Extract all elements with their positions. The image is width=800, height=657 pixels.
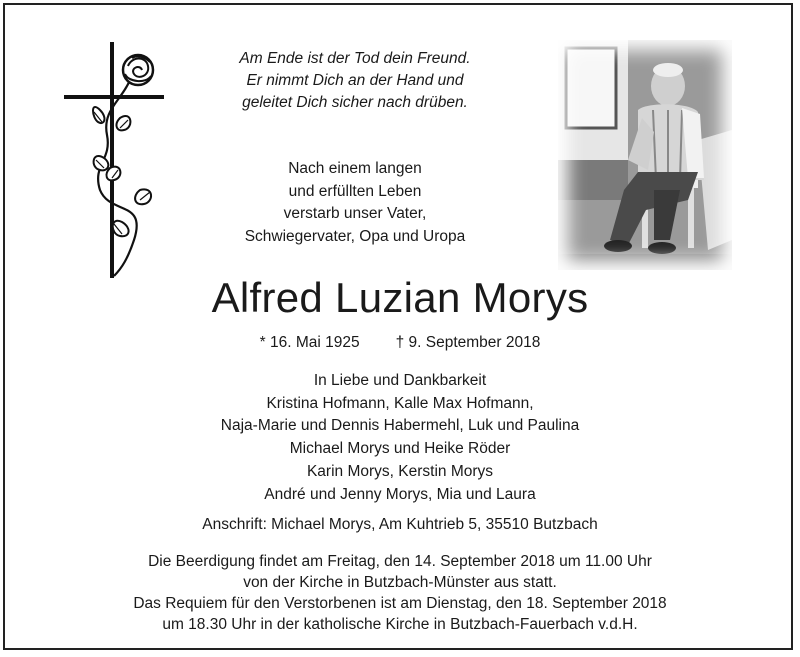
funeral-line: Die Beerdigung findet am Freitag, den 14. September 2018 um 11.00 Uhr <box>148 553 652 570</box>
funeral-line: um 18.30 Uhr in der katholische Kirche in Butzbach-Fauerbach v.d.H. <box>162 616 638 633</box>
quote-line: Am Ende ist der Tod dein Freund. <box>239 50 471 67</box>
quote-line: geleitet Dich sicher nach drüben. <box>242 94 468 111</box>
mourners-line: Karin Morys, Kerstin Morys <box>306 462 494 480</box>
portrait-photo <box>558 40 732 270</box>
mourners-line: In Liebe und Dankbarkeit <box>313 372 487 389</box>
mourners-line: André und Jenny Morys, Mia und Laura <box>264 485 536 503</box>
mourners-line: Kristina Hofmann, Kalle Max Hofmann, <box>266 394 534 412</box>
mourners-line: Naja-Marie und Dennis Habermehl, Luk und Paulina <box>220 417 580 435</box>
funeral-line: Das Requiem für den Verstorbenen ist am Dienstag, den 18. September 2018 <box>133 595 667 612</box>
deceased-name: Alfred Luzian Morys <box>211 274 589 321</box>
intro-text <box>190 158 520 248</box>
mourners-list <box>0 370 800 506</box>
birth-date: * 16. Mai 1925 <box>259 334 360 351</box>
memorial-quote <box>190 48 520 114</box>
death-date: † 9. September 2018 <box>395 334 541 351</box>
intro-line: verstarb unser Vater, <box>283 205 427 222</box>
life-dates <box>0 333 800 353</box>
quote-line: Er nimmt Dich an der Hand und <box>246 72 464 89</box>
contact-address: Anschrift: Michael Morys, Am Kuhtrieb 5, 35510 Butzbach <box>202 516 598 533</box>
funeral-details <box>0 551 800 635</box>
intro-line: Schwiegervater, Opa und Uropa <box>244 227 466 245</box>
intro-line: Nach einem langen <box>288 160 422 177</box>
funeral-line: von der Kirche in Butzbach-Münster aus statt. <box>243 574 557 591</box>
intro-line: und erfüllten Leben <box>288 182 422 200</box>
cross-with-rose-icon <box>62 40 172 280</box>
mourners-line: Michael Morys und Heike Röder <box>289 440 511 458</box>
